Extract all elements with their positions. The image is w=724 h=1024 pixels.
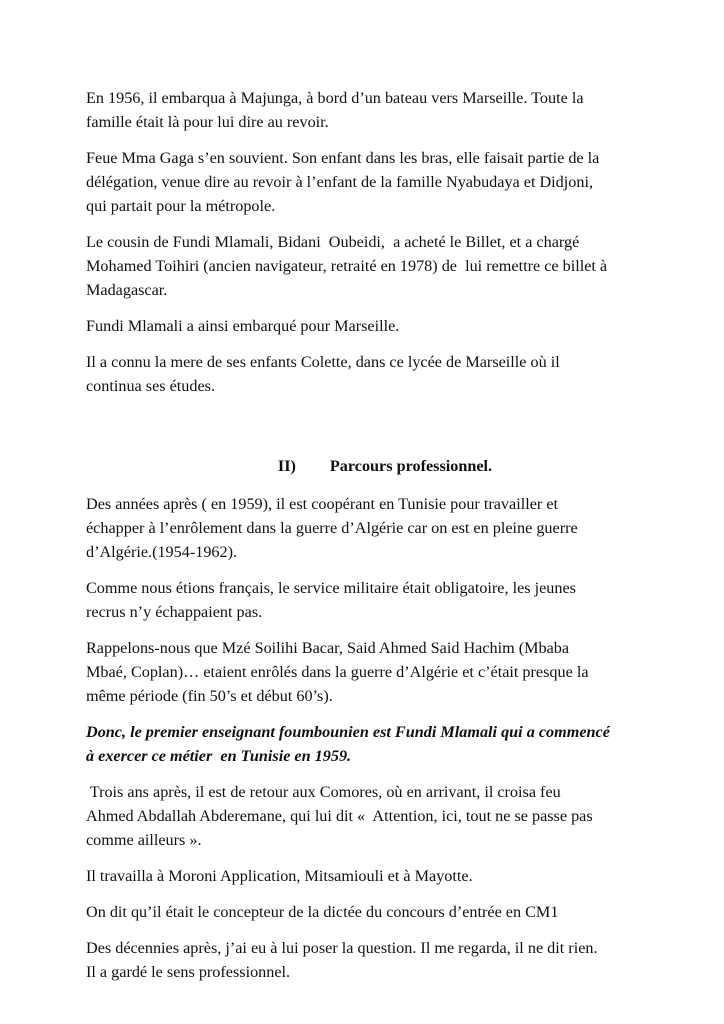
text-line: En 1956, il embarqua à Majunga, à bord d’un bateau vers Marseille. Toute la <box>86 89 584 107</box>
section-2 <box>86 492 664 984</box>
text-line: Il a connu la mere de ses enfants Colette, dans ce lycée de Marseille où il <box>86 353 560 371</box>
text-line: Mbaé, Coplan)… etaient enrôlés dans la guerre d’Algérie et c’était presque la <box>86 663 589 681</box>
paragraph <box>86 780 664 852</box>
section-heading <box>86 454 664 478</box>
text-line: Feue Mma Gaga s’en souvient. Son enfant dans les bras, elle faisait partie de la <box>86 149 600 167</box>
text-line: Comme nous étions français, le service militaire était obligatoire, les jeunes <box>86 579 576 597</box>
text-line: Madagascar. <box>86 281 168 299</box>
heading-number: II) <box>277 457 296 475</box>
text-line: On dit qu’il était le concepteur de la dictée du concours d’entrée en CM1 <box>86 903 559 921</box>
paragraph <box>86 86 664 134</box>
text-line: délégation, venue dire au revoir à l’enfant de la famille Nyabudaya et Didjoni, <box>86 173 594 191</box>
text-line: Il travailla à Moroni Application, Mitsamiouli et à Mayotte. <box>86 867 473 885</box>
text-line: échapper à l’enrôlement dans la guerre d’Algérie car on est en pleine guerre <box>86 519 578 537</box>
text-line: Mohamed Toihiri (ancien navigateur, retraité en 1978) de lui remettre ce billet à <box>86 257 608 275</box>
emphasis-paragraph <box>86 720 664 768</box>
paragraph <box>86 900 664 924</box>
text-line: Ahmed Abdallah Abderemane, qui lui dit « Attention, ici, tout ne se passe pas <box>86 807 593 825</box>
text-line: Rappelons-nous que Mzé Soilihi Bacar, Said Ahmed Said Hachim (Mbaba <box>86 639 570 657</box>
text-line: Fundi Mlamali a ainsi embarqué pour Marseille. <box>86 317 400 335</box>
text-line: qui partait pour la métropole. <box>86 197 276 215</box>
paragraph <box>86 576 664 624</box>
text-line: Des années après ( en 1959), il est coopérant en Tunisie pour travailler et <box>86 495 558 513</box>
text-line: recrus n’y échappaient pas. <box>86 603 263 621</box>
text-line: Le cousin de Fundi Mlamali, Bidani Oubeidi, a acheté le Billet, et a chargé <box>86 233 580 251</box>
paragraph <box>86 936 664 984</box>
section-1 <box>86 86 664 398</box>
text-line: Trois ans après, il est de retour aux Comores, où en arrivant, il croisa feu <box>86 783 561 801</box>
text-line: Il a gardé le sens professionnel. <box>86 963 291 981</box>
text-line: continua ses études. <box>86 377 216 395</box>
paragraph <box>86 864 664 888</box>
text-line: Donc, le premier enseignant foumbounien est Fundi Mlamali qui a commencé <box>86 723 610 741</box>
paragraph <box>86 230 664 302</box>
text-line: d’Algérie.(1954-1962). <box>86 543 238 561</box>
paragraph <box>86 636 664 708</box>
text-line: Des décennies après, j’ai eu à lui poser la question. Il me regarda, il ne dit rien. <box>86 939 598 957</box>
heading-title: Parcours professionnel. <box>329 457 493 475</box>
text-line: comme ailleurs ». <box>86 831 202 849</box>
paragraph <box>86 314 664 338</box>
paragraph <box>86 146 664 218</box>
paragraph <box>86 492 664 564</box>
paragraph <box>86 350 664 398</box>
text-line: même période (fin 50’s et début 60’s). <box>86 687 333 705</box>
spacer <box>86 410 664 454</box>
text-line: famille était là pour lui dire au revoir. <box>86 113 329 131</box>
text-line: à exercer ce métier en Tunisie en 1959. <box>86 747 352 765</box>
